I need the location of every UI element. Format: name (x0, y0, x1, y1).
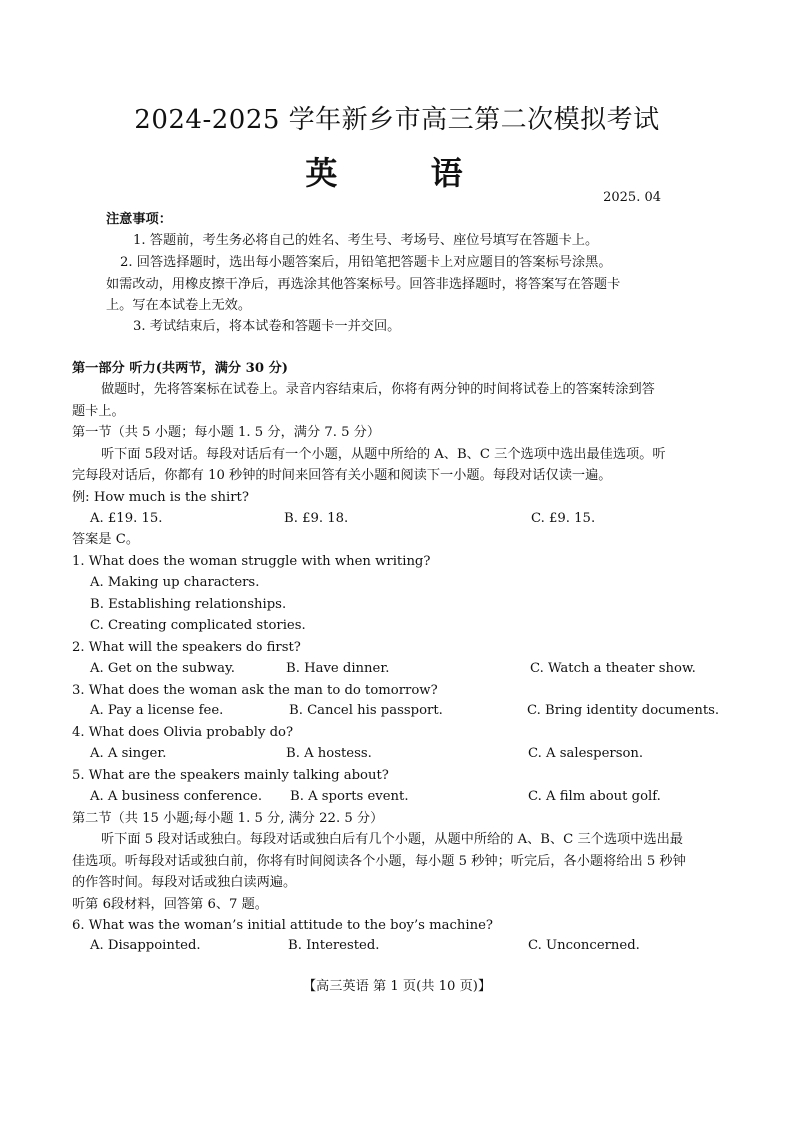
section1-intro: 完每段对话后，你都有 10 秒钟的时间来回答有关小题和阅读下一小题。每段对话仅读一遍。 (72, 468, 612, 483)
part1-heading: 第一部分 听力(共两节，满分 30 分) (72, 361, 289, 376)
question-2: 2. What will the speakers do first? (72, 640, 301, 655)
page-footer: 【高三英语 第 1 页(共 10 页)】 (302, 979, 492, 994)
option-a: A. Pay a license fee. (90, 703, 224, 718)
option-b: B. Have dinner. (286, 661, 390, 676)
part1-intro: 题卡上。 (72, 404, 125, 419)
notice-heading: 注意事项： (106, 212, 172, 227)
option-b: B. Interested. (288, 938, 380, 953)
option-c: C. Bring identity documents. (527, 703, 720, 718)
option-a: A. A business conference. (90, 789, 263, 804)
option-c: C. Watch a theater show. (530, 661, 696, 676)
option-a: A. Disappointed. (90, 938, 201, 953)
option-a: A. Get on the subway. (90, 661, 235, 676)
section2-heading: 第二节（共 15 小题;每小题 1. 5 分, 满分 22. 5 分） (72, 811, 384, 826)
option-b: B. Establishing relationships. (90, 597, 287, 612)
question-5: 5. What are the speakers mainly talking about? (72, 768, 389, 783)
example-answer: 答案是 C。 (72, 532, 140, 547)
option-b: B. A hostess. (286, 746, 372, 761)
option-a: A. £19. 15. (90, 511, 163, 526)
section2-intro: 听下面 5 段对话或独白。每段对话或独白后有几个小题，从题中所给的 A、B、C 三个选项中选出最 (101, 832, 683, 847)
section2-intro: 的作答时间。每段对话或独白读两遍。 (72, 875, 297, 890)
notice-item: 3. 考试结束后，将本试卷和答题卡一并交回。 (133, 319, 401, 334)
option-b: B. A sports event. (290, 789, 409, 804)
subject-title: 英 语 (305, 154, 489, 192)
question-3: 3. What does the woman ask the man to do tomorrow? (72, 683, 438, 698)
part1-intro: 做题时，先将答案标在试卷上。录音内容结束后，你将有两分钟的时间将试卷上的答案转涂到答 (101, 382, 655, 397)
option-c: C. A salesperson. (528, 746, 644, 761)
exam-date: 2025. 04 (603, 190, 661, 205)
exam-title: 2024-2025 学年新乡市高三第二次模拟考试 (134, 105, 660, 135)
material-label: 听第 6段材料，回答第 6、7 题。 (72, 897, 268, 912)
question-1: 1. What does the woman struggle with when writing? (72, 554, 431, 569)
notice-item: 1. 答题前，考生务必将自己的姓名、考生号、考场号、座位号填写在答题卡上。 (133, 233, 599, 248)
option-a: A. Making up characters. (90, 575, 260, 590)
option-c: C. £9. 15. (531, 511, 596, 526)
option-c: C. Unconcerned. (528, 938, 640, 953)
notice-item: 如需改动，用橡皮擦干净后，再选涂其他答案标号。回答非选择题时，将答案写在答题卡 (106, 277, 621, 292)
example-question: 例: How much is the shirt? (72, 490, 249, 505)
option-c: C. A film about golf. (528, 789, 661, 804)
section2-intro: 佳选项。听每段对话或独白前，你将有时间阅读各个小题，每小题 5 秒钟；听完后，各小题将给出 5 秒钟 (72, 854, 686, 869)
option-a: A. A singer. (90, 746, 167, 761)
notice-item: 上。写在本试卷上无效。 (106, 298, 252, 313)
section1-intro: 听下面 5段对话。每段对话后有一个小题，从题中所给的 A、B、C 三个选项中选出最佳选项。听 (101, 447, 666, 462)
question-4: 4. What does Olivia probably do? (72, 725, 294, 740)
section1-heading: 第一节（共 5 小题；每小题 1. 5 分，满分 7. 5 分） (72, 425, 381, 440)
option-b: B. £9. 18. (284, 511, 349, 526)
question-6: 6. What was the woman’s initial attitude to the boy’s machine? (72, 918, 493, 933)
notice-item: 2. 回答选择题时，选出每小题答案后，用铅笔把答题卡上对应题目的答案标号涂黑。 (120, 255, 612, 270)
option-c: C. Creating complicated stories. (90, 618, 306, 633)
option-b: B. Cancel his passport. (289, 703, 443, 718)
